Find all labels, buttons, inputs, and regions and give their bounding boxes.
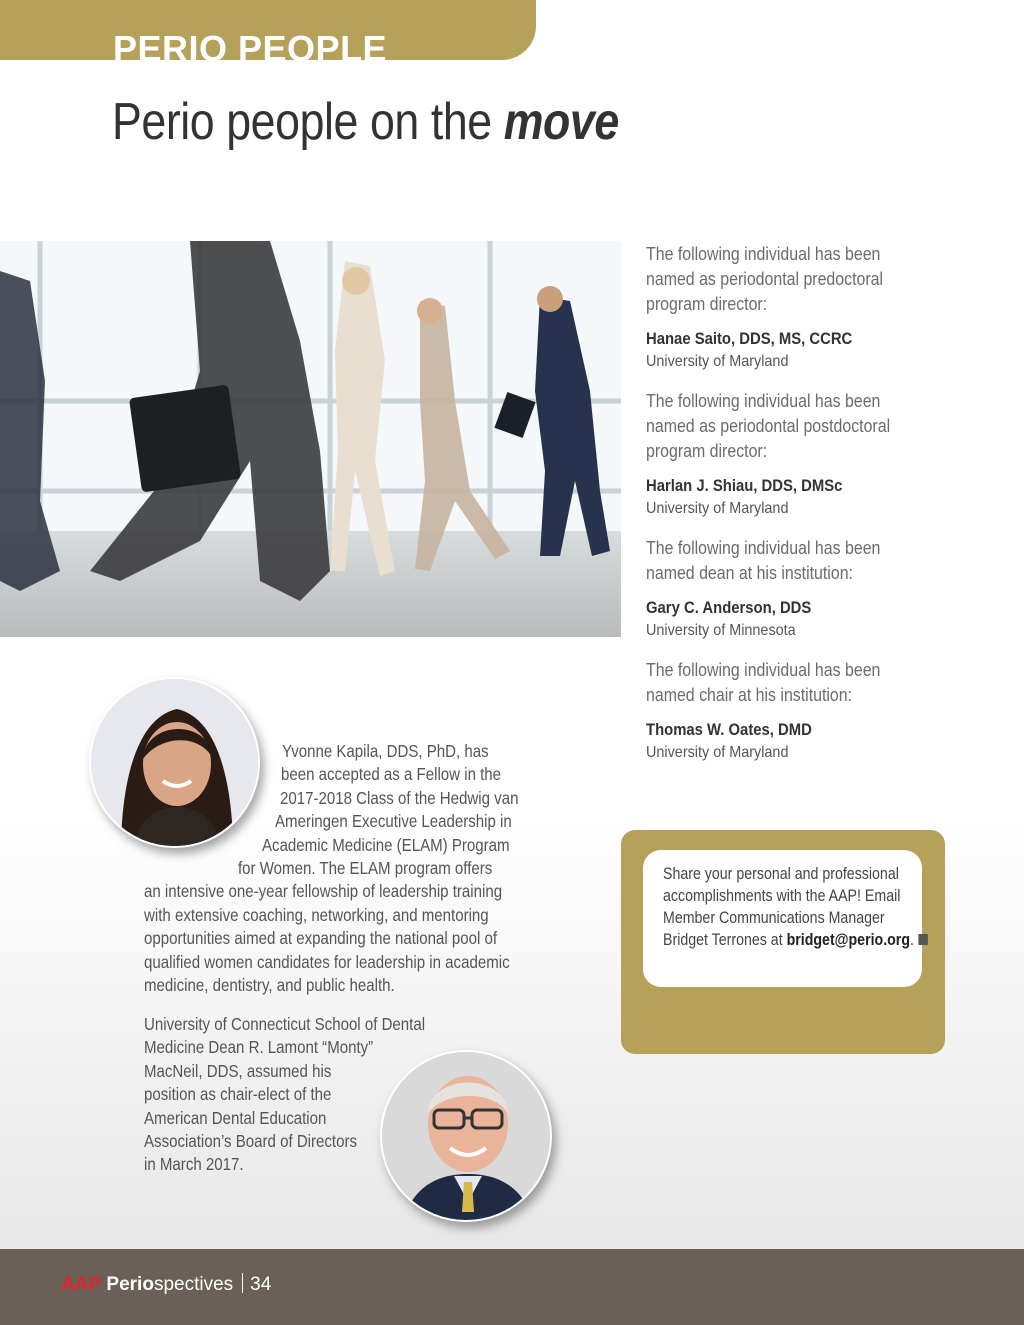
macneil-line: University of Connecticut School of Dental bbox=[144, 1014, 426, 1034]
footer-divider bbox=[242, 1273, 243, 1293]
appointee-institution: University of Minnesota bbox=[646, 622, 796, 639]
kapila-line: medicine, dentistry, and public health. bbox=[144, 975, 395, 995]
kapila-line: qualified women candidates for leadership in academic bbox=[144, 952, 510, 972]
page-title bbox=[112, 92, 619, 152]
appointment-intro: The following individual has been named dean at his institution: bbox=[646, 537, 881, 583]
macneil-line: Medicine Dean R. Lamont “Monty” bbox=[144, 1037, 374, 1057]
page-footer bbox=[0, 1249, 1024, 1325]
appointee-institution: University of Maryland bbox=[646, 744, 789, 761]
portrait-yvonne-kapila bbox=[89, 677, 260, 848]
appointee-name: Thomas W. Oates, DMD bbox=[646, 721, 812, 739]
appointee-institution: University of Maryland bbox=[646, 500, 789, 517]
share-callout-inner bbox=[643, 850, 922, 987]
appointment-item bbox=[646, 535, 946, 643]
kapila-line: Academic Medicine (ELAM) Program bbox=[262, 835, 510, 855]
appointee-name: Gary C. Anderson, DDS bbox=[646, 599, 812, 617]
portrait-kapila-illustration bbox=[91, 679, 260, 848]
share-callout-text bbox=[663, 863, 930, 951]
portrait-macneil-illustration bbox=[382, 1052, 552, 1222]
appointee-institution: University of Maryland bbox=[646, 353, 789, 370]
page-title-emphasis: move bbox=[503, 93, 619, 151]
macneil-line: American Dental Education bbox=[144, 1108, 327, 1128]
kapila-line: Yvonne Kapila, DDS, PhD, has bbox=[282, 741, 489, 761]
macneil-line: in March 2017. bbox=[144, 1154, 244, 1174]
appointment-intro: The following individual has been named as periodontal predoctoral program director: bbox=[646, 243, 884, 314]
share-callout-body: Share your personal and professional accomplishments with the AAP! Email Member Communications Manager Bridget Terrones at bbox=[663, 865, 901, 949]
appointment-item bbox=[646, 657, 946, 765]
hero-photo-walking-people bbox=[0, 241, 621, 637]
page-title-regular: Perio people on the bbox=[112, 93, 504, 151]
macneil-line: position as chair-elect of the bbox=[144, 1084, 332, 1104]
appointment-intro: The following individual has been named chair at his institution: bbox=[646, 659, 881, 705]
share-callout-end: . bbox=[910, 931, 914, 949]
appointments-column bbox=[646, 241, 946, 779]
end-of-article-mark bbox=[918, 934, 927, 945]
kapila-line: opportunities aimed at expanding the national pool of bbox=[144, 928, 498, 948]
kapila-line: with extensive coaching, networking, and mentoring bbox=[144, 905, 489, 925]
appointment-item bbox=[646, 388, 946, 521]
portrait-monty-macneil bbox=[380, 1050, 552, 1222]
page-number: 34 bbox=[250, 1274, 272, 1295]
footer-brand-perio: Perio bbox=[106, 1274, 154, 1295]
appointment-intro: The following individual has been named as periodontal postdoctoral program director: bbox=[646, 390, 891, 461]
footer-brand-aap: AAP bbox=[61, 1274, 102, 1295]
macneil-line: Association’s Board of Directors bbox=[144, 1131, 358, 1151]
macneil-line: MacNeil, DDS, assumed his bbox=[144, 1061, 332, 1081]
kapila-line: Ameringen Executive Leadership in bbox=[275, 811, 512, 831]
kapila-line: 2017-2018 Class of the Hedwig van bbox=[280, 788, 519, 808]
kapila-line: an intensive one-year fellowship of leadership training bbox=[144, 881, 503, 901]
section-tab-label: PERIO PEOPLE bbox=[113, 28, 388, 60]
appointment-item bbox=[646, 241, 946, 374]
share-email-link[interactable]: bridget@perio.org bbox=[786, 931, 911, 949]
footer-brand-rest: spectives bbox=[153, 1274, 234, 1295]
appointee-name: Harlan J. Shiau, DDS, DMSc bbox=[646, 477, 843, 495]
kapila-line: for Women. The ELAM program offers bbox=[238, 858, 493, 878]
section-tab bbox=[0, 0, 536, 60]
appointee-name: Hanae Saito, DDS, MS, CCRC bbox=[646, 330, 853, 348]
kapila-line: been accepted as a Fellow in the bbox=[281, 764, 502, 784]
share-callout bbox=[621, 830, 945, 1054]
footer-brand bbox=[61, 1273, 271, 1296]
hero-photo-illustration bbox=[0, 241, 621, 637]
